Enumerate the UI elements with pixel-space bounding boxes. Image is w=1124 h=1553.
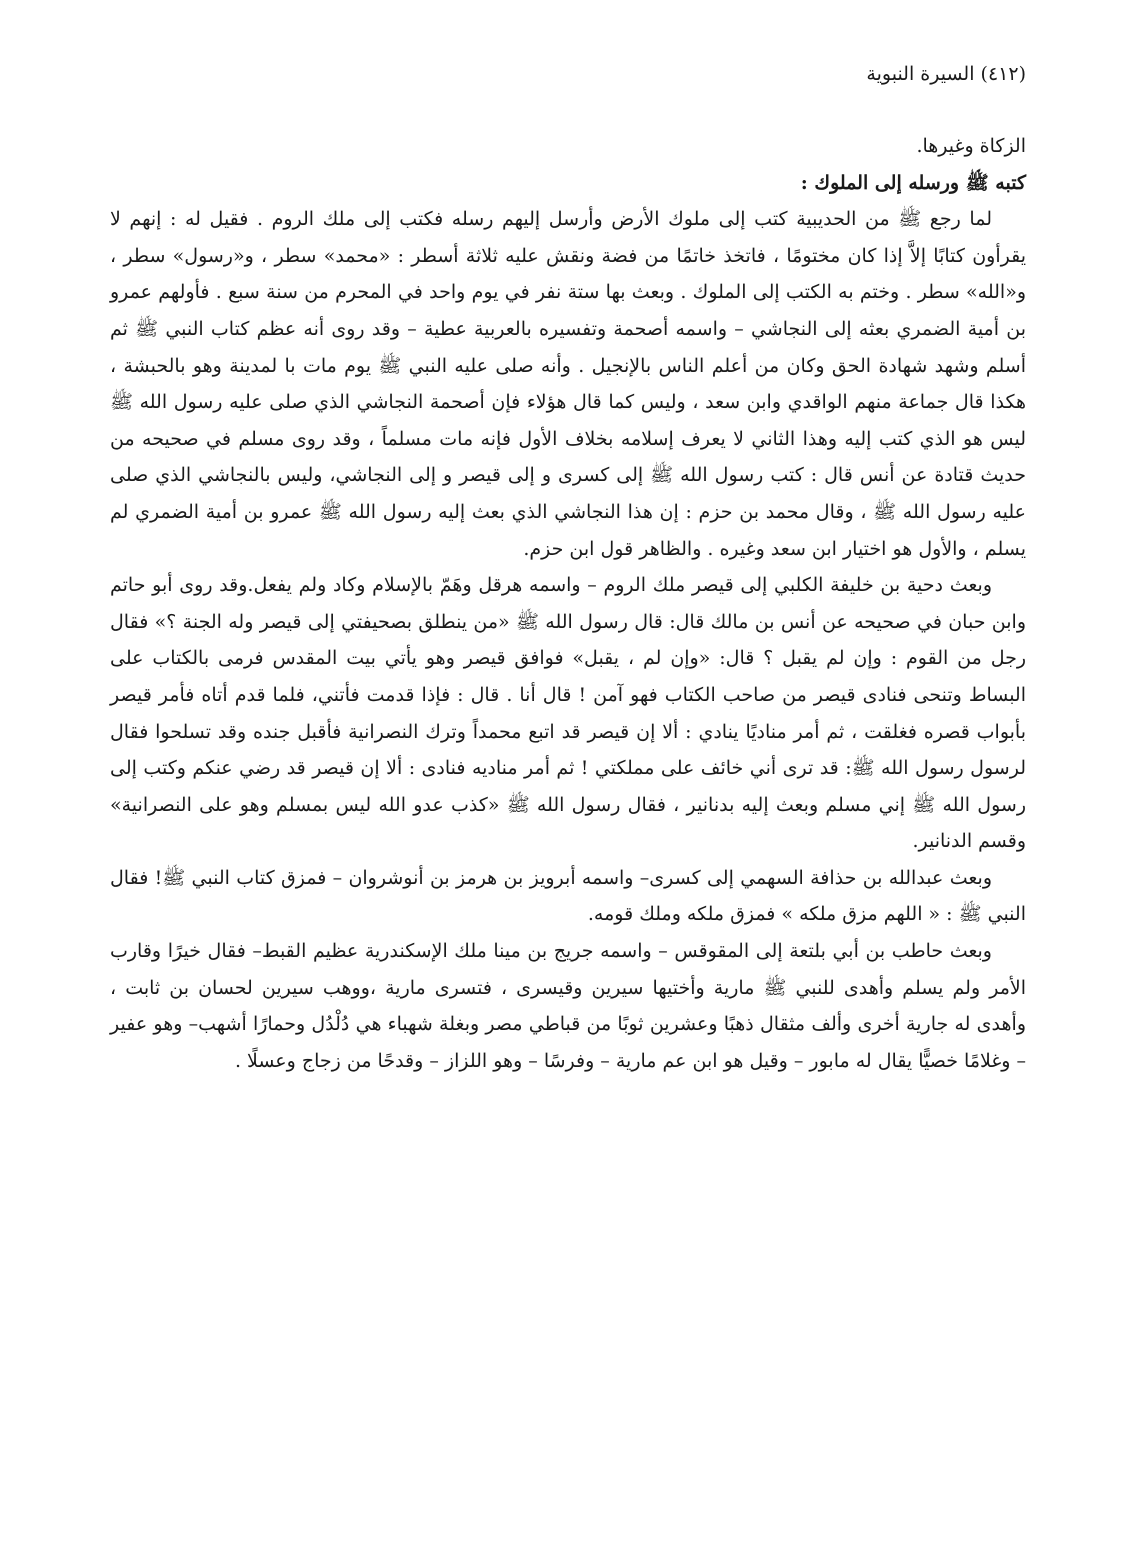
page-number: (٤١٢) [980, 63, 1026, 85]
paragraph-kisra: وبعث عبدالله بن حذافة السهمي إلى كسرى– واسمه أبرويز بن هرمز بن أنوشروان – فمزق كتاب النبي ﷺ! فقال النبي ﷺ : « اللهم مزق ملكه » فمزق ملكه وملك قومه. [110, 866, 1026, 926]
intro-line: الزكاة وغيرها. [916, 135, 1026, 157]
page-body [110, 128, 1026, 1079]
running-header [866, 60, 1026, 88]
section-heading: كتبه ﷺ ورسله إلى الملوك : [800, 171, 1026, 194]
book-title: السيرة النبوية [866, 63, 975, 85]
paragraph-qaysar: وبعث دحية بن خليفة الكلبي إلى قيصر ملك الروم – واسمه هرقل وهَمّ بالإسلام وكاد ولم يفعل.وقد روى أبو حاتم وابن حبان في صحيحه عن أنس بن مالك قال: قال رسول الله ﷺ «من ينطلق بصحيفتي إلى قيصر وله الجنة ؟» فقال رجل من القوم : وإن لم يقبل ؟ قال: «وإن لم ، يقبل» فوافق قيصر وهو يأتي بيت المقدس فرمى بالكتاب على البساط وتنحى فنادى قيصر من صاحب الكتاب فهو آمن ! قال أنا . قال : فإذا قدمت فأتني، فلما قدم أتاه فأمر قيصر بأبواب قصره فغلقت ، ثم أمر مناديًا ينادي : ألا إن قيصر قد اتبع محمداً وترك النصرانية فأقبل جنده وقد تسلحوا فقال لرسول رسول الله ﷺ: قد ترى أني خائف على مملكتي ! ثم أمر مناديه فنادى : ألا إن قيصر قد رضي عنكم وكتب إلى رسول الله ﷺ إني مسلم وبعث إليه بدنانير ، فقال رسول الله ﷺ «كذب عدو الله ليس بمسلم وهو على النصرانية» وقسم الدنانير. [110, 574, 1026, 853]
paragraph-najashi: لما رجع ﷺ من الحديبية كتب إلى ملوك الأرض وأرسل إليهم رسله فكتب إلى ملك الروم . فقيل له : إنهم لا يقرأون كتابًا إلاَّ إذا كان مختومًا ، فاتخذ خاتمًا من فضة ونقش عليه ثلاثة أسطر : «محمد» سطر ، و«رسول» سطر ، و«الله» سطر . وختم به الكتب إلى الملوك . وبعث بها ستة نفر في يوم واحد في المحرم من سنة سبع . فأولهم عمرو بن أمية الضمري بعثه إلى النجاشي – واسمه أصحمة وتفسيره بالعربية عطية – وقد روى أنه عظم كتاب النبي ﷺ ثم أسلم وشهد شهادة الحق وكان من أعلم الناس بالإنجيل . وأنه صلى عليه النبي ﷺ يوم مات با لمدينة وهو بالحبشة ، هكذا قال جماعة منهم الواقدي وابن سعد ، وليس كما قال هؤلاء فإن أصحمة النجاشي الذي صلى عليه رسول الله ﷺ ليس هو الذي كتب إليه وهذا الثاني لا يعرف إسلامه بخلاف الأول فإنه مات مسلماً ، وقد روى مسلم في صحيحه من حديث قتادة عن أنس قال : كتب رسول الله ﷺ إلى كسرى و إلى قيصر و إلى النجاشي، وليس بالنجاشي الذي صلى عليه رسول الله ﷺ ، وقال محمد بن حزم : إن هذا النجاشي الذي بعث إليه رسول الله ﷺ عمرو بن أمية الضمري لم يسلم ، والأول هو اختيار ابن سعد وغيره . والظاهر قول ابن حزم. [110, 208, 1026, 560]
paragraph-muqawqis: وبعث حاطب بن أبي بلتعة إلى المقوقس – واسمه جريج بن مينا ملك الإسكندرية عظيم القبط– فقال خيرًا وقارب الأمر ولم يسلم وأهدى للنبي ﷺ مارية وأختيها سيرين وقيسرى ، فتسرى مارية ،ووهب سيرين لحسان بن ثابت ، وأهدى له جارية أخرى وألف مثقال ذهبًا وعشرين ثوبًا من قباطي مصر وبغلة شهباء هي دُلْدُل وحمارًا أشهب– وهو عفير – وغلامًا خصيًّا يقال له مابور – وقيل هو ابن عم مارية – وفرسًا – وهو اللزاز – وقدحًا من زجاج وعسلًا . [110, 940, 1026, 1072]
